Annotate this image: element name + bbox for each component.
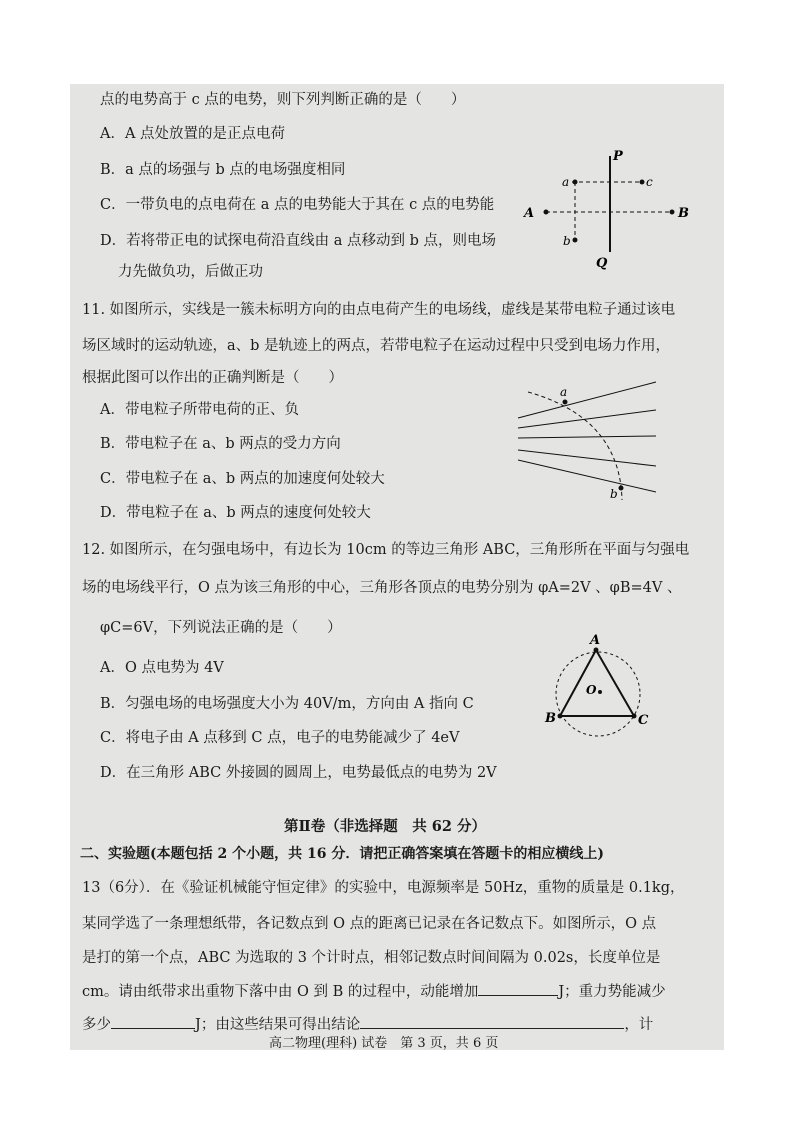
q10-option-d-cont: 力先做负功，后做正功: [118, 264, 263, 280]
q11-label-b: b: [610, 487, 618, 501]
q10-label-b: b: [563, 234, 571, 248]
section2-heading: 二、实验题(本题包括 2 个小题，共 16 分．请把正确答案填在答题卡的相应横线上): [80, 846, 604, 862]
q10-field-figure: [520, 148, 700, 270]
q13-line-2: 某同学选了一条理想纸带，各记数点到 O 点的距离已记录在各记数点下。如图所示，O 点: [82, 916, 657, 932]
q13-line-1: 13（6分）．在《验证机械能守恒定律》的实验中，电源频率是 50Hz，重物的质量是 0.1kg，: [82, 880, 685, 896]
q10-label-q: Q: [596, 256, 608, 270]
q10-stem-tail: 点的电势高于 c 点的电势，则下列判断正确的是（ ）: [100, 92, 466, 108]
q12-stem-line-1: 12. 如图所示，在匀强电场中，有边长为 10cm 的等边三角形 ABC，三角形所在平面与匀强电: [82, 542, 690, 558]
q13-line-3: 是打的第一个点，ABC 为选取的 3 个计时点，相邻记数点时间间隔为 0.02s，长度单位是: [82, 950, 661, 966]
q12-option-a: A．O 点电势为 4V: [100, 660, 224, 676]
q13-line-5-tail: ，计: [624, 1017, 654, 1033]
q12-option-b: B．匀强电场的电场强度大小为 40V/m，方向由 A 指向 C: [100, 696, 474, 712]
q11-option-c: C．带电粒子在 a、b 两点的加速度何处较大: [100, 471, 385, 487]
q11-option-a: A．带电粒子所带电荷的正、负: [100, 402, 299, 418]
q10-label-B: B: [678, 206, 689, 221]
page-footer: 高二物理(理科) 试卷 第 3 页，共 6 页: [269, 1036, 499, 1050]
q12-triangle-figure: [540, 630, 660, 746]
q12-label-C: C: [638, 713, 649, 728]
conclusion-blank[interactable]: [360, 1014, 624, 1029]
q11-option-b: B．带电粒子在 a、b 两点的受力方向: [100, 436, 341, 452]
q11-stem-line-2: 场区域时的运动轨迹，a、b 是轨迹上的两点，若带电粒子在运动过程中只受到电场力作用，: [82, 338, 671, 354]
q12-option-d: D．在三角形 ABC 外接圆的圆周上，电势最低点的电势为 2V: [100, 765, 497, 781]
q12-label-B: B: [545, 711, 556, 726]
q11-label-a: a: [560, 385, 568, 399]
q10-option-c: C．一带负电的点电荷在 a 点的电势能大于其在 c 点的电势能: [100, 197, 495, 213]
potential-energy-blank[interactable]: [111, 1014, 195, 1029]
kinetic-energy-blank[interactable]: [478, 981, 558, 996]
q10-option-a: A．A 点处放置的是正点电荷: [100, 126, 286, 142]
q13-line-4: [82, 981, 666, 1001]
q10-label-A: A: [524, 206, 535, 221]
q13-line-5-mid: J；由这些结果可得出结论: [195, 1017, 361, 1033]
q11-field-figure: [510, 378, 660, 504]
q10-label-p: P: [613, 149, 623, 164]
q12-label-A: A: [590, 633, 601, 648]
q12-option-c: C．将电子由 A 点移到 C 点，电子的电势能减少了 4eV: [100, 730, 460, 746]
q13-line-4-tail: J；重力势能减少: [558, 984, 666, 1000]
q11-option-d: D．带电粒子在 a、b 两点的速度何处较大: [100, 505, 371, 521]
q13-line-5-head: 多少: [82, 1017, 111, 1033]
q12-stem-line-2: 场的电场线平行，O 点为该三角形的中心，三角形各顶点的电势分别为 φA=2V 、φB=4V 、: [82, 580, 682, 596]
section2-title: 第Ⅱ卷（非选择题 共 62 分）: [284, 818, 486, 835]
q10-label-c: c: [646, 175, 653, 189]
q12-label-O: O: [586, 683, 597, 697]
exam-page: [70, 84, 724, 1050]
q13-line-4-text: cm。请由纸带求出重物下落中由 O 到 B 的过程中，动能增加: [82, 984, 479, 1000]
q10-label-a: a: [562, 175, 570, 189]
q10-option-d: D．若将带正电的试探电荷沿直线由 a 点移动到 b 点，则电场: [100, 233, 496, 249]
q11-stem-line-3: 根据此图可以作出的正确判断是（ ）: [82, 370, 343, 386]
q12-stem-line-3: φC=6V，下列说法正确的是（ ）: [100, 620, 342, 636]
q10-option-b: B．a 点的场强与 b 点的电场强度相同: [100, 162, 346, 178]
q11-stem-line-1: 11. 如图所示，实线是一簇未标明方向的由点电荷产生的电场线，虚线是某带电粒子通过该电: [82, 302, 676, 318]
